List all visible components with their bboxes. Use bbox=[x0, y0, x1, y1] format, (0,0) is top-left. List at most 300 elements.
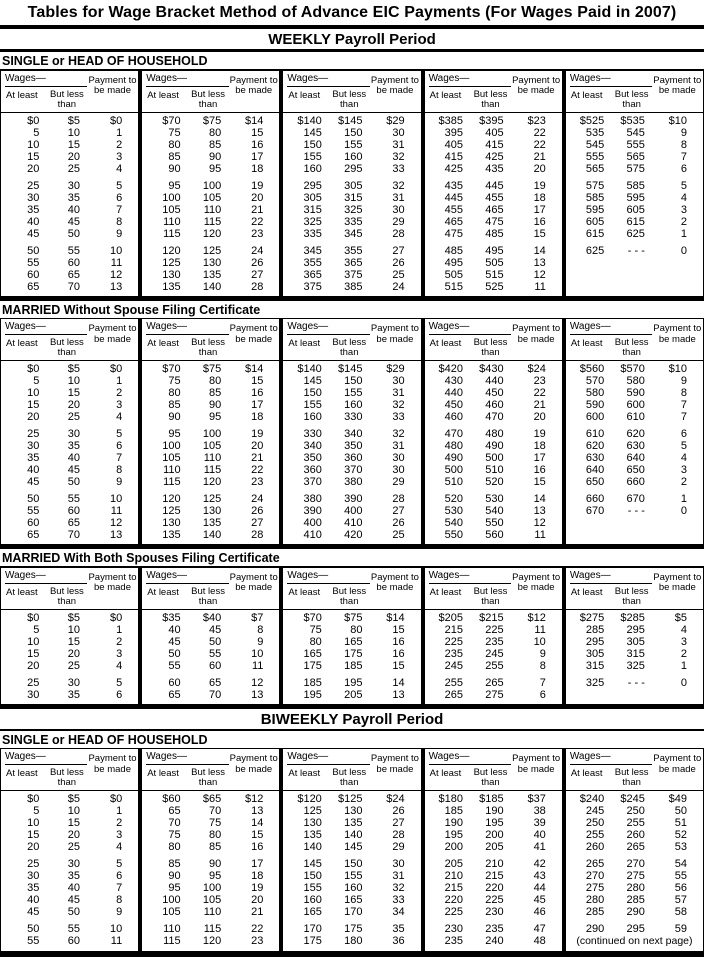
but-less-than-header-label: But less than bbox=[614, 585, 649, 607]
table-row bbox=[283, 476, 420, 488]
wages-header-label: Wages— bbox=[146, 751, 228, 765]
but-less-than-value: $245 bbox=[620, 793, 645, 805]
table-row bbox=[566, 440, 703, 452]
wages-header-label: Wages— bbox=[5, 751, 87, 765]
at-least-value: 440 bbox=[444, 387, 464, 399]
but-less-than-header-label: But less than bbox=[49, 88, 84, 110]
at-least-value: $275 bbox=[579, 611, 605, 624]
payment-value: 4 bbox=[116, 659, 123, 672]
table-row bbox=[566, 163, 703, 175]
at-least-header-label: At least bbox=[288, 338, 321, 349]
but-less-than-value: - - - bbox=[627, 244, 645, 257]
table-row bbox=[142, 452, 279, 464]
wages-header-label: Wages— bbox=[287, 321, 369, 335]
table-row bbox=[566, 923, 703, 935]
wages-header-label: Wages— bbox=[5, 570, 87, 584]
table-row bbox=[425, 882, 562, 894]
at-least-value: 160 bbox=[303, 411, 322, 423]
but-less-than-value: $5 bbox=[67, 793, 81, 805]
but-less-than-value: $75 bbox=[202, 114, 222, 127]
at-least-value: 20 bbox=[27, 162, 40, 175]
payment-value: 15 bbox=[392, 659, 405, 672]
table-row bbox=[142, 624, 279, 636]
at-least-value: 15 bbox=[27, 647, 40, 660]
table-row bbox=[142, 505, 279, 517]
at-least-value: $240 bbox=[579, 793, 605, 805]
at-least-value: 35 bbox=[27, 203, 40, 216]
table-row bbox=[566, 476, 703, 488]
table-row bbox=[142, 677, 279, 689]
payment-header-label: Payment to be made bbox=[88, 74, 137, 96]
payment-value: $12 bbox=[245, 793, 264, 805]
payment-value: 11 bbox=[110, 256, 123, 269]
but-less-than-header-label: But less than bbox=[49, 337, 84, 358]
but-less-than-value: 585 bbox=[626, 179, 645, 192]
payment-value: 17 bbox=[251, 399, 264, 411]
wage-column-group bbox=[421, 319, 562, 544]
table-row bbox=[142, 841, 279, 853]
but-less-than-header-label: But less than bbox=[332, 767, 367, 788]
but-less-than-value: 10 bbox=[67, 805, 81, 817]
at-least-value: 60 bbox=[168, 676, 181, 689]
at-least-value: 105 bbox=[162, 203, 181, 216]
but-less-than-value: 140 bbox=[344, 829, 363, 841]
table-row bbox=[1, 935, 138, 947]
table-row bbox=[142, 180, 279, 192]
payment-value: 45 bbox=[533, 894, 546, 906]
at-least-value: 25 bbox=[27, 858, 40, 870]
at-least-value: 140 bbox=[303, 841, 322, 853]
table-row bbox=[1, 387, 138, 399]
payment-value: 4 bbox=[680, 191, 688, 204]
but-less-than-value: $5 bbox=[67, 611, 81, 624]
table-row bbox=[283, 793, 420, 805]
table-label-weekly-married-without: MARRIED Without Spouse Filing Certificate bbox=[2, 302, 261, 317]
at-least-header-label: At least bbox=[570, 586, 603, 598]
at-least-value: 55 bbox=[27, 935, 40, 947]
payment-value: 12 bbox=[533, 517, 546, 529]
at-least-value: 595 bbox=[585, 203, 605, 216]
table-row bbox=[283, 139, 420, 151]
but-less-than-value: 275 bbox=[626, 870, 645, 882]
payment-value: 19 bbox=[251, 882, 264, 894]
payment-value: 26 bbox=[251, 505, 264, 517]
but-less-than-value: 235 bbox=[485, 635, 504, 648]
at-least-value: 160 bbox=[303, 894, 322, 906]
at-least-value: 470 bbox=[444, 428, 464, 440]
but-less-than-value: 670 bbox=[626, 493, 645, 505]
but-less-than-value: 440 bbox=[485, 375, 504, 387]
table-row bbox=[425, 204, 562, 216]
table-row bbox=[283, 858, 420, 870]
at-least-value: $35 bbox=[162, 611, 181, 624]
but-less-than-value: - - - bbox=[627, 676, 645, 689]
payment-value: 13 bbox=[251, 805, 264, 817]
wage-column-group bbox=[562, 71, 703, 296]
payment-value: 22 bbox=[533, 126, 546, 139]
at-least-value: 125 bbox=[162, 505, 181, 517]
table-row bbox=[142, 882, 279, 894]
at-least-value: 495 bbox=[444, 256, 464, 269]
payment-value: 15 bbox=[533, 476, 546, 488]
table-row bbox=[283, 677, 420, 689]
column-group-header bbox=[283, 568, 420, 610]
table-row bbox=[142, 476, 279, 488]
but-less-than-value: 485 bbox=[485, 227, 504, 240]
at-least-value: 650 bbox=[585, 476, 605, 488]
at-least-value: 200 bbox=[444, 841, 464, 853]
but-less-than-value: 575 bbox=[626, 162, 645, 175]
but-less-than-value: 125 bbox=[202, 493, 222, 505]
at-least-value: 410 bbox=[303, 529, 322, 541]
table-row bbox=[566, 399, 703, 411]
at-least-value: 75 bbox=[168, 375, 181, 387]
table-row bbox=[1, 163, 138, 175]
column-group-header bbox=[425, 568, 562, 610]
at-least-value: 125 bbox=[162, 256, 181, 269]
table-row bbox=[283, 464, 420, 476]
but-less-than-value: 50 bbox=[67, 476, 81, 488]
wages-header-label: Wages— bbox=[5, 321, 87, 335]
but-less-than-value: 20 bbox=[67, 829, 81, 841]
at-least-value: 670 bbox=[585, 505, 605, 517]
table-row bbox=[142, 648, 279, 660]
payment-value: 41 bbox=[533, 841, 546, 853]
payment-header-label: Payment to be made bbox=[512, 571, 561, 593]
but-less-than-value: 35 bbox=[67, 440, 81, 452]
but-less-than-value: 70 bbox=[209, 688, 222, 701]
payment-value: $29 bbox=[386, 114, 405, 127]
table-row bbox=[425, 624, 562, 636]
table-row bbox=[425, 493, 562, 505]
payment-value: 58 bbox=[674, 906, 688, 918]
at-least-value: 85 bbox=[168, 150, 181, 163]
column-group-header bbox=[142, 71, 279, 113]
but-less-than-value: 500 bbox=[485, 452, 504, 464]
table-row bbox=[142, 906, 279, 918]
payment-value: 9 bbox=[116, 227, 123, 240]
payment-value: 2 bbox=[680, 476, 688, 488]
payment-header-label: Payment to be made bbox=[653, 74, 702, 96]
payment-value: $0 bbox=[109, 114, 123, 127]
table-row bbox=[425, 870, 562, 882]
at-least-value: 30 bbox=[27, 870, 40, 882]
payment-value: 14 bbox=[392, 676, 405, 689]
but-less-than-value: 480 bbox=[485, 428, 504, 440]
payment-value: 4 bbox=[116, 841, 123, 853]
column-group-body bbox=[566, 791, 703, 951]
but-less-than-value: 435 bbox=[485, 162, 504, 175]
payment-value: $0 bbox=[109, 611, 123, 624]
payment-value: 6 bbox=[116, 191, 123, 204]
but-less-than-value: $75 bbox=[202, 363, 222, 375]
but-less-than-value: 220 bbox=[485, 882, 504, 894]
payment-value: 7 bbox=[116, 882, 123, 894]
column-group-header bbox=[142, 749, 279, 791]
payment-value: 14 bbox=[251, 817, 264, 829]
table-row bbox=[1, 363, 138, 375]
at-least-value: 60 bbox=[27, 268, 40, 281]
but-less-than-value: 365 bbox=[344, 256, 363, 269]
payment-value: 13 bbox=[251, 688, 264, 701]
payment-value: 3 bbox=[116, 150, 123, 163]
table-row bbox=[283, 624, 420, 636]
table-weekly-single bbox=[0, 71, 704, 296]
payment-value: 3 bbox=[116, 829, 123, 841]
but-less-than-value: 450 bbox=[485, 387, 504, 399]
table-row bbox=[566, 452, 703, 464]
at-least-value: 145 bbox=[303, 858, 322, 870]
payment-value: 21 bbox=[533, 399, 546, 411]
table-row bbox=[1, 529, 138, 541]
table-row bbox=[1, 906, 138, 918]
but-less-than-value: 195 bbox=[485, 817, 504, 829]
column-group-body bbox=[142, 610, 279, 704]
payment-value: 27 bbox=[251, 517, 264, 529]
table-row bbox=[1, 677, 138, 689]
payment-value: $49 bbox=[668, 793, 688, 805]
but-less-than-value: 10 bbox=[67, 375, 81, 387]
page-bottom-rule bbox=[0, 951, 704, 957]
at-least-value: 255 bbox=[585, 829, 605, 841]
but-less-than-value: 100 bbox=[202, 428, 222, 440]
but-less-than-value: 135 bbox=[202, 517, 222, 529]
wage-column-group bbox=[562, 319, 703, 544]
table-row bbox=[425, 858, 562, 870]
at-least-value: 115 bbox=[163, 935, 181, 947]
table-row bbox=[425, 127, 562, 139]
at-least-value: 530 bbox=[444, 505, 464, 517]
at-least-value: 295 bbox=[303, 179, 322, 192]
wage-column-group bbox=[279, 71, 420, 296]
at-least-value: 245 bbox=[585, 805, 605, 817]
payment-value: 32 bbox=[392, 882, 405, 894]
but-less-than-header-label: But less than bbox=[614, 88, 649, 110]
at-least-value: 120 bbox=[162, 244, 181, 257]
table-row bbox=[1, 894, 138, 906]
at-least-header-label: At least bbox=[6, 89, 38, 101]
at-least-value: 270 bbox=[585, 870, 605, 882]
table-row bbox=[283, 428, 420, 440]
but-less-than-value: 455 bbox=[485, 191, 504, 204]
payment-value: 15 bbox=[251, 829, 264, 841]
at-least-value: 535 bbox=[585, 126, 605, 139]
but-less-than-value: 100 bbox=[202, 882, 222, 894]
at-least-value: 100 bbox=[162, 191, 181, 204]
table-row bbox=[1, 817, 138, 829]
table-row bbox=[566, 204, 703, 216]
but-less-than-value: 55 bbox=[67, 493, 81, 505]
at-least-value: 20 bbox=[27, 411, 40, 423]
at-least-value: 575 bbox=[585, 179, 605, 192]
but-less-than-value: 80 bbox=[209, 829, 222, 841]
but-less-than-value: 580 bbox=[626, 375, 645, 387]
table-row bbox=[283, 228, 420, 240]
at-least-value: 145 bbox=[303, 126, 322, 139]
at-least-value: 25 bbox=[27, 179, 40, 192]
payment-value: $37 bbox=[527, 793, 546, 805]
column-group-body bbox=[142, 791, 279, 950]
table-row bbox=[283, 935, 420, 947]
payment-value: 2 bbox=[116, 387, 123, 399]
table-row bbox=[283, 870, 420, 882]
but-less-than-value: 85 bbox=[209, 138, 222, 151]
at-least-value: 330 bbox=[303, 428, 322, 440]
table-row bbox=[1, 281, 138, 293]
table-row bbox=[142, 636, 279, 648]
table-row bbox=[283, 281, 420, 293]
column-group-body bbox=[283, 361, 420, 544]
but-less-than-value: 630 bbox=[626, 440, 645, 452]
table-row bbox=[425, 399, 562, 411]
table-row bbox=[283, 452, 420, 464]
at-least-value: 65 bbox=[168, 688, 181, 701]
but-less-than-header-label: But less than bbox=[332, 585, 367, 607]
at-least-value: 550 bbox=[444, 529, 464, 541]
wages-header-label: Wages— bbox=[429, 73, 511, 87]
column-group-header bbox=[1, 749, 138, 791]
payment-value: 19 bbox=[533, 179, 546, 192]
at-least-value: 205 bbox=[444, 858, 464, 870]
payment-value: 9 bbox=[680, 126, 688, 139]
payment-value: 40 bbox=[533, 829, 546, 841]
but-less-than-value: 145 bbox=[344, 841, 363, 853]
page-title: Tables for Wage Bracket Method of Advance EIC Payments (For Wages Paid in 2007) bbox=[27, 4, 677, 21]
but-less-than-value: 525 bbox=[485, 280, 504, 293]
at-least-header-label: At least bbox=[570, 338, 603, 349]
table-row bbox=[566, 375, 703, 387]
but-less-than-value: 60 bbox=[67, 935, 81, 947]
column-group-body bbox=[1, 610, 138, 704]
payment-value: 24 bbox=[251, 244, 264, 257]
but-less-than-value: 140 bbox=[202, 529, 222, 541]
but-less-than-value: 70 bbox=[209, 805, 222, 817]
but-less-than-value: 215 bbox=[485, 870, 504, 882]
at-least-value: 20 bbox=[27, 841, 40, 853]
but-less-than-value: 425 bbox=[485, 150, 504, 163]
at-least-header-label: At least bbox=[147, 768, 179, 779]
payment-value: 50 bbox=[674, 805, 688, 817]
payment-value: 55 bbox=[674, 870, 688, 882]
payment-value: 16 bbox=[251, 841, 264, 853]
payment-value: 2 bbox=[680, 215, 688, 228]
but-less-than-header-label: But less than bbox=[473, 337, 508, 358]
wages-header-label: Wages— bbox=[570, 570, 652, 584]
payment-value: 10 bbox=[251, 647, 264, 660]
payment-value: 22 bbox=[251, 923, 264, 935]
at-least-value: 600 bbox=[585, 411, 605, 423]
but-less-than-value: 95 bbox=[209, 870, 222, 882]
payment-value: 2 bbox=[680, 647, 688, 660]
but-less-than-value: 245 bbox=[485, 647, 504, 660]
table-row bbox=[425, 428, 562, 440]
but-less-than-value: 105 bbox=[202, 191, 222, 204]
payment-value: 13 bbox=[533, 256, 546, 269]
but-less-than-value: 25 bbox=[67, 659, 81, 672]
payment-value: 25 bbox=[392, 529, 405, 541]
at-least-value: 125 bbox=[303, 805, 322, 817]
but-less-than-value: 175 bbox=[344, 647, 363, 660]
payment-value: 0 bbox=[680, 244, 688, 257]
at-least-value: 45 bbox=[27, 476, 40, 488]
table-row bbox=[283, 636, 420, 648]
but-less-than-value: 460 bbox=[485, 399, 504, 411]
table-row bbox=[1, 805, 138, 817]
table-row bbox=[566, 180, 703, 192]
payment-value: 16 bbox=[251, 387, 264, 399]
but-less-than-value: 20 bbox=[67, 399, 81, 411]
payment-value: 23 bbox=[251, 476, 264, 488]
column-group-body bbox=[283, 113, 420, 296]
but-less-than-value: 605 bbox=[626, 203, 645, 216]
but-less-than-value: 335 bbox=[344, 215, 363, 228]
payment-value: 8 bbox=[116, 894, 123, 906]
table-row bbox=[425, 677, 562, 689]
payment-value: 32 bbox=[392, 179, 405, 192]
at-least-value: $0 bbox=[27, 793, 40, 805]
payment-value: 13 bbox=[392, 688, 405, 701]
but-less-than-value: 65 bbox=[67, 268, 81, 281]
at-least-value: 115 bbox=[163, 227, 181, 240]
at-least-value: 120 bbox=[162, 493, 181, 505]
at-least-value: 625 bbox=[585, 244, 605, 257]
but-less-than-value: 615 bbox=[626, 215, 645, 228]
at-least-value: 90 bbox=[168, 162, 181, 175]
at-least-value: 40 bbox=[27, 894, 40, 906]
but-less-than-value: 290 bbox=[626, 906, 645, 918]
but-less-than-header-label: But less than bbox=[191, 337, 225, 358]
at-least-value: 215 bbox=[444, 623, 464, 636]
table-row bbox=[425, 464, 562, 476]
payment-value: 3 bbox=[116, 399, 123, 411]
at-least-value: 585 bbox=[585, 191, 605, 204]
at-least-value: 315 bbox=[303, 203, 322, 216]
table-row bbox=[425, 817, 562, 829]
payment-value: 32 bbox=[392, 399, 405, 411]
table-row bbox=[1, 493, 138, 505]
wage-column-group bbox=[279, 568, 420, 704]
at-least-value: 400 bbox=[303, 517, 322, 529]
at-least-value: 265 bbox=[444, 688, 464, 701]
column-group-header bbox=[1, 71, 138, 113]
at-least-value: 305 bbox=[303, 191, 322, 204]
table-row bbox=[283, 529, 420, 541]
payment-value: 30 bbox=[392, 126, 405, 139]
table-row bbox=[566, 882, 703, 894]
payment-value: 21 bbox=[251, 906, 264, 918]
but-less-than-value: 205 bbox=[485, 841, 504, 853]
but-less-than-value: - - - bbox=[627, 505, 645, 517]
payment-value: 29 bbox=[392, 841, 405, 853]
at-least-value: 280 bbox=[585, 894, 605, 906]
payment-value: 11 bbox=[110, 935, 123, 947]
payment-value: 26 bbox=[251, 256, 264, 269]
payment-value: 21 bbox=[533, 150, 546, 163]
payment-value: 22 bbox=[251, 215, 264, 228]
wage-column-group bbox=[562, 749, 703, 951]
table-row bbox=[566, 624, 703, 636]
table-row bbox=[142, 269, 279, 281]
at-least-value: 630 bbox=[585, 452, 605, 464]
payment-value: 11 bbox=[534, 280, 546, 293]
at-least-value: 565 bbox=[585, 162, 605, 175]
table-row bbox=[425, 375, 562, 387]
payment-value: 24 bbox=[392, 280, 405, 293]
at-least-value: 110 bbox=[163, 923, 181, 935]
table-row bbox=[566, 192, 703, 204]
but-less-than-value: 470 bbox=[485, 411, 504, 423]
payment-value: 24 bbox=[251, 493, 264, 505]
